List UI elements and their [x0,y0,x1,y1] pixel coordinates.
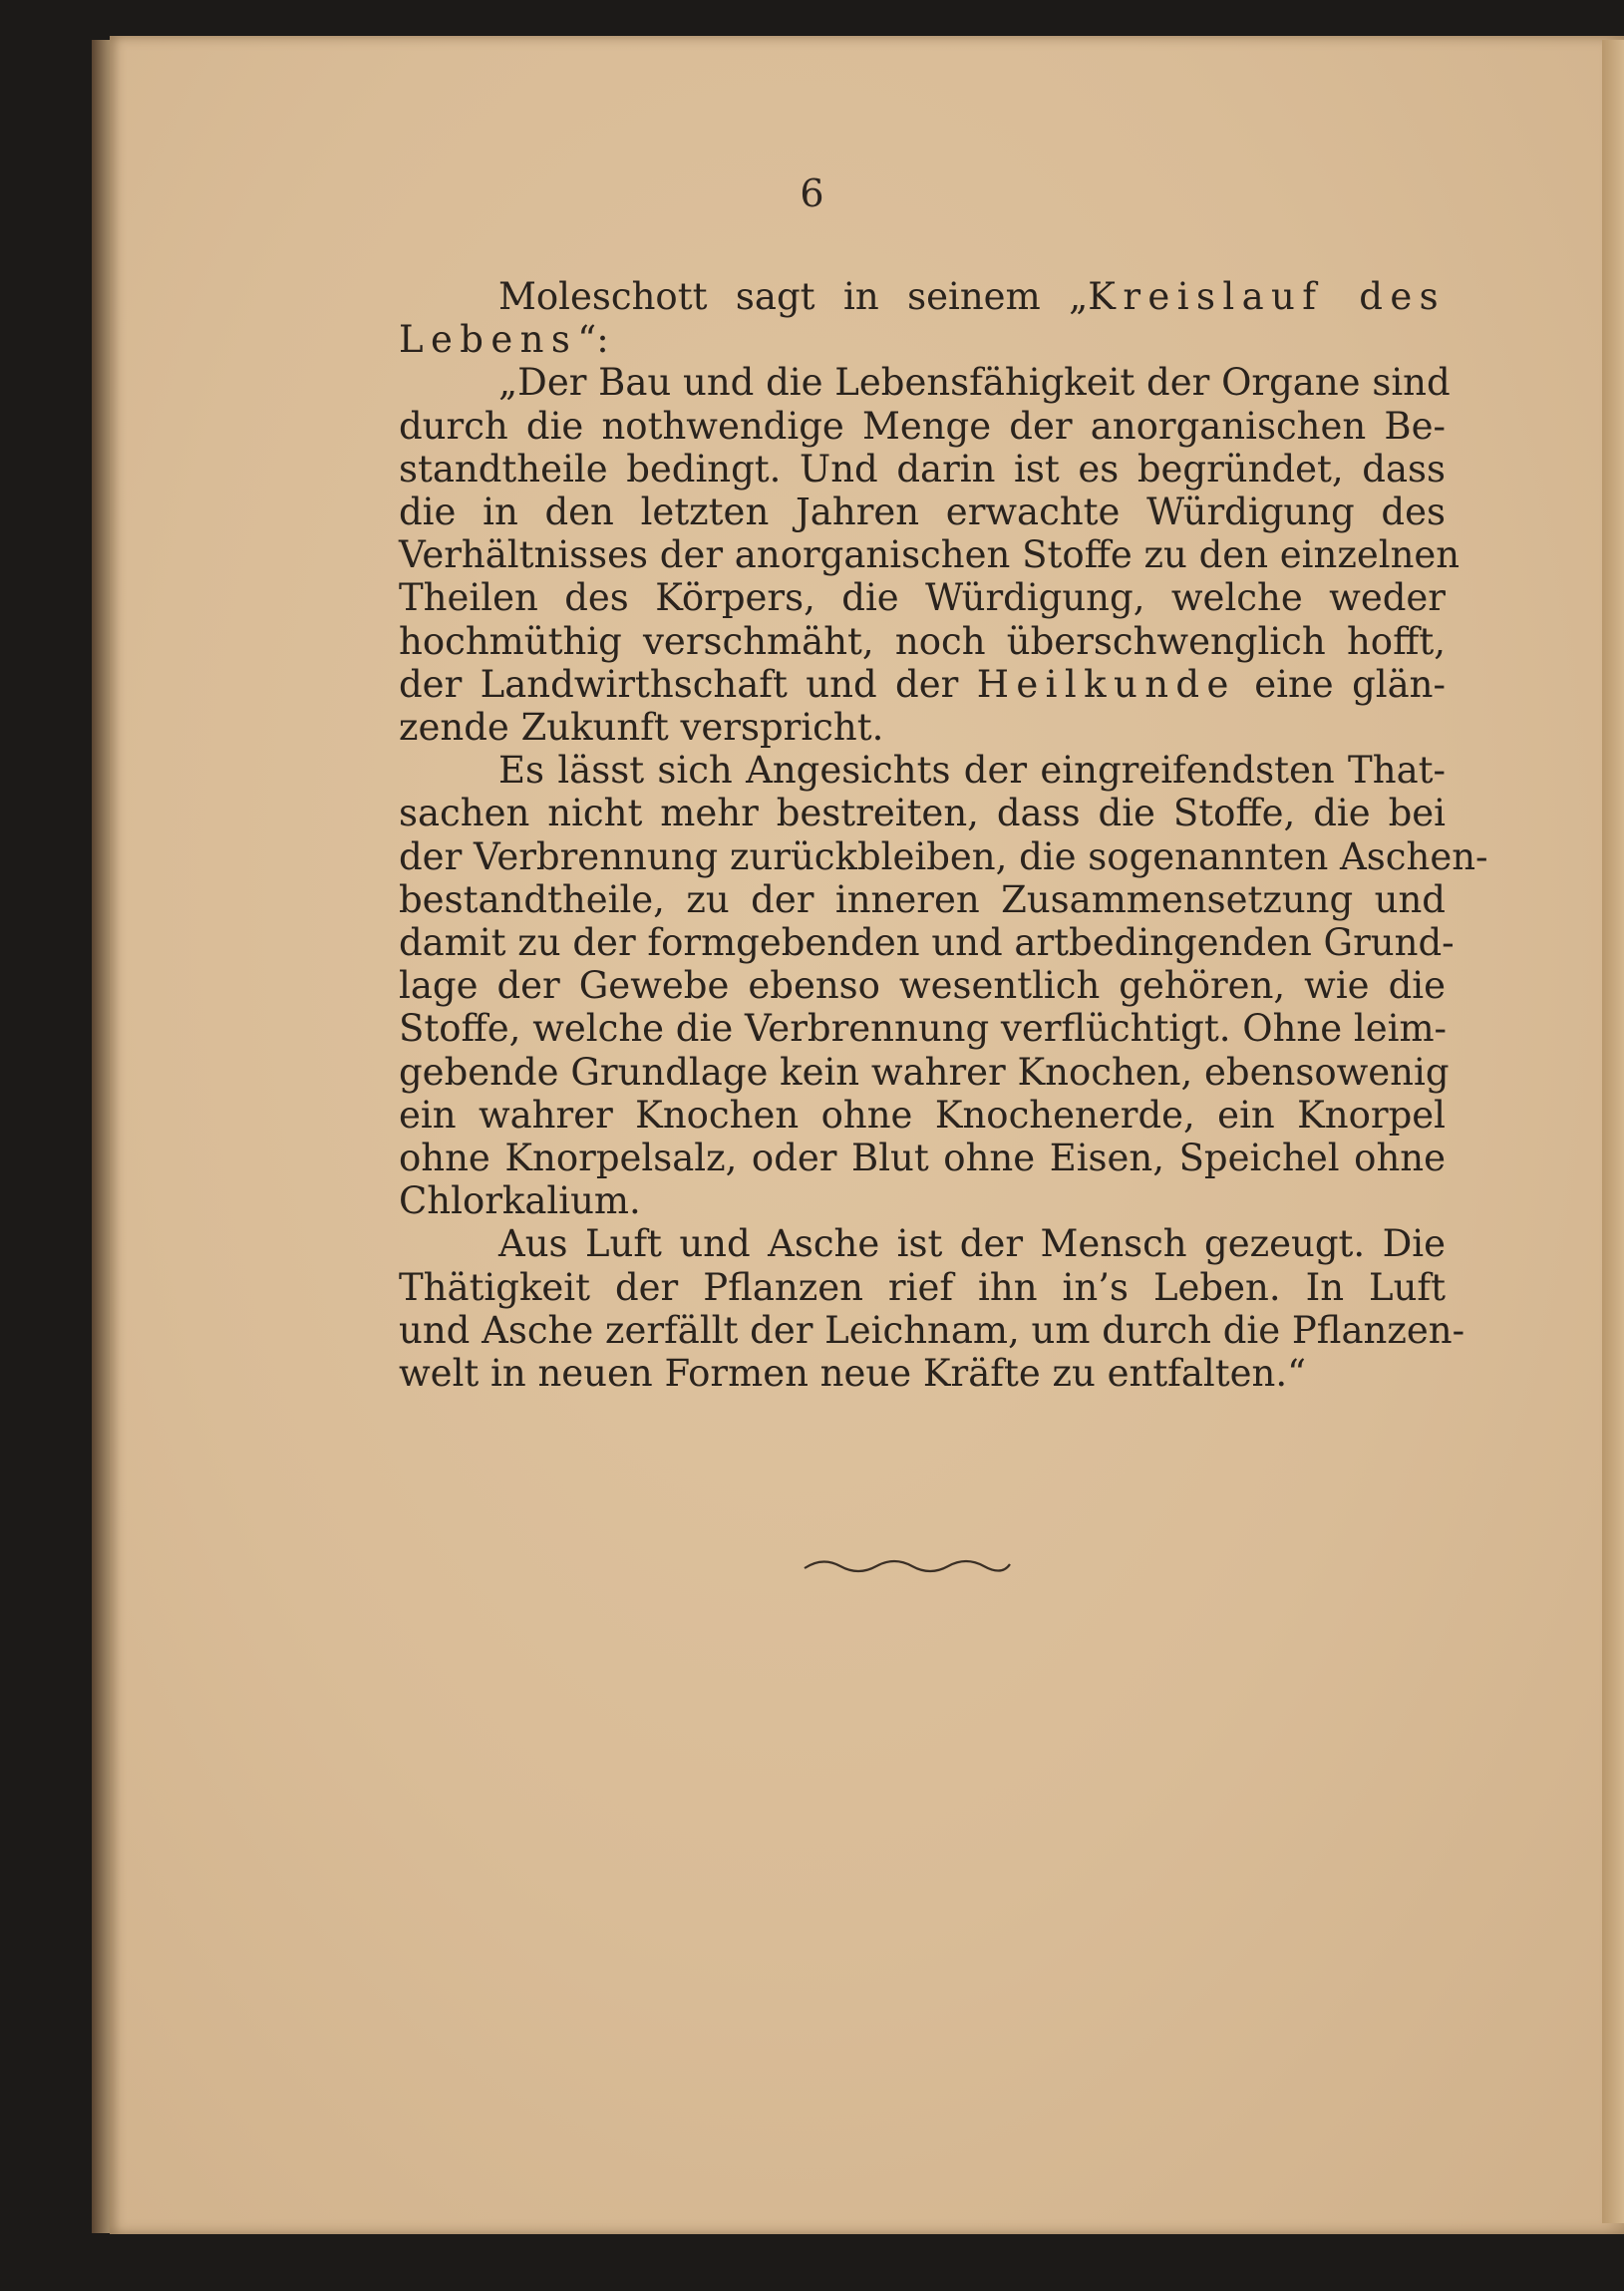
spaced-emphasis: Lebens [399,318,578,362]
page-number: 6 [800,171,824,215]
text-line: ohne Knorpelsalz, oder Blut ohne Eisen, Speichel ohne [399,1137,1446,1180]
text-run: der Landwirthschaft und der [399,662,977,706]
text-line: welt in neuen Formen neue Kräfte zu entfalten.“ [399,1352,1307,1396]
text-line: der Verbrennung zurückbleiben, die sogenannten Aschen- [399,834,1488,878]
text-line: die in den letzten Jahren erwachte Würdigung des [399,491,1446,534]
text-line: Stoffe, welche die Verbrennung verflüchtigt. Ohne leim- [399,1007,1448,1051]
text-line: und Asche zerfällt der Leichnam, um durch die Pflanzen- [399,1308,1465,1352]
text-line: Es lässt sich Angesichts der eingreifendsten That- [498,749,1446,793]
paragraph [399,275,1446,361]
text-line: damit zu der formgebenden und artbedingenden Grund- [399,921,1455,965]
text-line: Verhältnisses der anorganischen Stoffe zu den einzelnen [399,533,1461,577]
text-line: Chlorkalium. [399,1179,641,1223]
facing-page-edge [1602,40,1624,2223]
text-line: hochmüthig verschmäht, noch überschwenglich hofft, [399,619,1446,663]
text-line: Thätigkeit der Pflanzen rief ihn in’s Leben. In Luft [399,1265,1446,1309]
text-line [399,275,1446,318]
spaced-emphasis: Heilkunde [976,662,1236,706]
text-line: ein wahrer Knochen ohne Knochenerde, ein Knorpel [399,1093,1446,1137]
text-line: bestandtheile, zu der inneren Zusammensetzung und [399,877,1446,921]
paragraph [399,361,1461,750]
text-line: standtheile bedingt. Und darin ist es begründet, dass [399,447,1446,491]
text-line: lage der Gewebe ebenso wesentlich gehören, wie die [399,964,1446,1008]
text-line: Theilen des Körpers, die Würdigung, welche weder [399,576,1446,620]
text-run: Moleschott sagt in seinem „ [498,275,1089,318]
text-line: durch die nothwendige Menge der anorganischen Be- [399,404,1446,448]
text-line: Aus Luft und Asche ist der Mensch gezeugt. Die [498,1222,1446,1266]
wave-rule-ornament [803,1550,1012,1580]
text-run: “: [577,318,609,362]
paragraph [399,749,1488,1223]
body-text [399,275,1488,1396]
text-line [399,318,1446,361]
text-line: zende Zukunft verspricht. [399,706,884,750]
text-line [399,663,1446,706]
paragraph [399,1222,1465,1396]
text-line: „Der Bau und die Lebensfähigkeit der Organe sind [498,361,1451,405]
spaced-emphasis: Kreislauf des [1088,275,1446,318]
text-run: eine glän- [1235,662,1446,706]
text-line: sachen nicht mehr bestreiten, dass die Stoffe, die bei [399,792,1446,835]
text-line: gebende Grundlage kein wahrer Knochen, ebensowenig [399,1050,1450,1094]
